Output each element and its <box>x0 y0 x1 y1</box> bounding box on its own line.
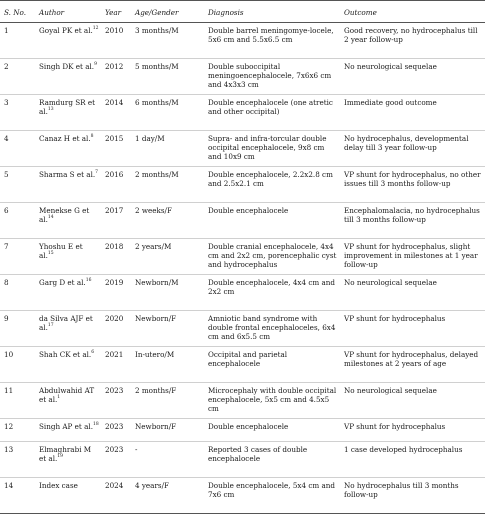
year-cell <box>101 239 131 275</box>
year-cell <box>101 419 131 442</box>
table-row <box>0 167 485 203</box>
sno-cell-text: 9 <box>4 314 9 323</box>
diagnosis-cell <box>204 442 340 478</box>
age-gender-cell-text: Newborn/F <box>135 314 177 323</box>
year-cell <box>101 95 131 131</box>
sno-cell <box>0 383 35 419</box>
table-row <box>0 95 485 131</box>
author-cell-text: Goyal PK et al. <box>39 26 93 35</box>
table-row <box>0 131 485 167</box>
sno-cell-text: 6 <box>4 206 9 215</box>
sno-cell <box>0 203 35 239</box>
year-cell-text: 2010 <box>105 26 124 35</box>
age-gender-cell-text: 6 months/M <box>135 98 179 107</box>
outcome-cell-text: No hydrocephalus, developmental delay till 3 year follow-up <box>344 134 469 152</box>
author-cell-text: Sharma S et al. <box>39 170 96 179</box>
diagnosis-cell-text: Reported 3 cases of double encephalocele <box>208 445 308 463</box>
age-gender-cell-text: In-utero/M <box>135 350 175 359</box>
outcome-cell <box>340 347 485 383</box>
sno-cell <box>0 311 35 347</box>
age-gender-cell-text: 3 months/M <box>135 26 179 35</box>
sno-cell-text: 10 <box>4 350 14 359</box>
header-outcome: Outcome <box>340 5 485 23</box>
sno-cell-text: 2 <box>4 62 9 71</box>
author-cell-text: Index case <box>39 481 78 490</box>
diagnosis-cell-text: Double encephalocele, 5x4 cm and 7x6 cm <box>208 481 335 499</box>
reference-number: 8 <box>90 134 94 139</box>
diagnosis-cell <box>204 311 340 347</box>
age-gender-cell <box>131 383 204 419</box>
diagnosis-cell <box>204 131 340 167</box>
sno-cell-text: 1 <box>4 26 9 35</box>
sno-cell-text: 13 <box>4 445 14 454</box>
diagnosis-cell-text: Double encephalocele <box>208 422 289 431</box>
year-cell-text: 2012 <box>105 62 124 71</box>
table-row <box>0 442 485 478</box>
reference-number: 7 <box>95 170 99 175</box>
sno-cell-text: 5 <box>4 170 9 179</box>
diagnosis-cell-text: Double barrel meningomye-locele, 5x6 cm and 5.5x6.5 cm <box>208 26 334 44</box>
age-gender-cell-text: 2 weeks/F <box>135 206 172 215</box>
header-diagnosis: Diagnosis <box>204 5 340 23</box>
author-cell <box>35 23 101 59</box>
reference-number: 1 <box>57 395 61 400</box>
outcome-cell <box>340 311 485 347</box>
header-sno: S. No. <box>0 5 35 23</box>
diagnosis-cell-text: Double cranial encephalocele, 4x4 cm and 2x2 cm, porencephalic cyst and hydrocephalus <box>208 242 337 269</box>
author-cell <box>35 442 101 478</box>
author-cell <box>35 478 101 514</box>
diagnosis-cell <box>204 383 340 419</box>
literature-review-table <box>0 5 485 514</box>
reference-number: 12 <box>92 26 99 31</box>
author-cell-text: Yhoshu E et al. <box>39 242 83 260</box>
table-top-rule <box>0 0 485 1</box>
age-gender-cell <box>131 167 204 203</box>
age-gender-cell-text: Newborn/M <box>135 278 179 287</box>
author-cell <box>35 383 101 419</box>
age-gender-cell <box>131 311 204 347</box>
outcome-cell-text: No hydrocephalus till 3 months follow-up <box>344 481 459 499</box>
outcome-cell <box>340 383 485 419</box>
age-gender-cell <box>131 478 204 514</box>
outcome-cell-text: No neurological sequelae <box>344 278 437 287</box>
diagnosis-cell-text: Double encephalocele, 2.2x2.8 cm and 2.5x2.1 cm <box>208 170 333 188</box>
year-cell-text: 2016 <box>105 170 124 179</box>
table-row <box>0 383 485 419</box>
age-gender-cell <box>131 239 204 275</box>
year-cell <box>101 23 131 59</box>
header-age-gender: Age/Gender <box>131 5 204 23</box>
outcome-cell <box>340 419 485 442</box>
author-cell-text: Ramdurg SR et al. <box>39 98 95 116</box>
sno-cell-text: 4 <box>4 134 9 143</box>
outcome-cell-text: VP shunt for hydrocephalus <box>344 422 446 431</box>
outcome-cell-text: Immediate good outcome <box>344 98 437 107</box>
diagnosis-cell <box>204 478 340 514</box>
author-cell <box>35 95 101 131</box>
header-author: Author <box>35 5 101 23</box>
age-gender-cell <box>131 203 204 239</box>
table-row <box>0 203 485 239</box>
year-cell <box>101 131 131 167</box>
author-cell-text: da Silva AJF et al. <box>39 314 93 332</box>
author-cell <box>35 275 101 311</box>
author-cell <box>35 347 101 383</box>
year-cell <box>101 442 131 478</box>
sno-cell-text: 8 <box>4 278 9 287</box>
author-cell-text: Shah CK et al. <box>39 350 92 359</box>
author-cell-text: Singh DK et al. <box>39 62 95 71</box>
diagnosis-cell <box>204 419 340 442</box>
outcome-cell-text: Encephalomalacia, no hydrocephalus till 3 months follow-up <box>344 206 480 224</box>
outcome-cell-text: No neurological sequelae <box>344 62 437 71</box>
outcome-cell <box>340 275 485 311</box>
outcome-cell-text: VP shunt for hydrocephalus, no other issues till 3 months follow-up <box>344 170 481 188</box>
sno-cell <box>0 95 35 131</box>
reference-number: 15 <box>47 251 54 256</box>
diagnosis-cell <box>204 95 340 131</box>
age-gender-cell <box>131 347 204 383</box>
reference-number: 13 <box>47 107 54 112</box>
year-cell <box>101 347 131 383</box>
outcome-cell-text: No neurological sequelae <box>344 386 437 395</box>
age-gender-cell-text: 5 months/M <box>135 62 179 71</box>
year-cell-text: 2024 <box>105 481 124 490</box>
sno-cell <box>0 347 35 383</box>
author-cell <box>35 419 101 442</box>
author-cell <box>35 131 101 167</box>
diagnosis-cell-text: Amniotic band syndrome with double frontal encephaloceles, 6x4 cm and 6x5.5 cm <box>208 314 336 341</box>
year-cell-text: 2014 <box>105 98 124 107</box>
age-gender-cell-text: Newborn/F <box>135 422 177 431</box>
diagnosis-cell-text: Double encephalocele <box>208 206 289 215</box>
table-row <box>0 311 485 347</box>
diagnosis-cell-text: Occipital and parietal encephalocele <box>208 350 288 368</box>
sno-cell-text: 12 <box>4 422 14 431</box>
year-cell <box>101 59 131 95</box>
sno-cell <box>0 275 35 311</box>
diagnosis-cell <box>204 347 340 383</box>
year-cell <box>101 275 131 311</box>
sno-cell-text: 7 <box>4 242 9 251</box>
age-gender-cell-text: 1 day/M <box>135 134 165 143</box>
author-cell-text: Elmaghrabi M et al. <box>39 445 92 463</box>
outcome-cell-text: VP shunt for hydrocephalus, slight improvement in milestones at 1 year follow-up <box>344 242 478 269</box>
year-cell-text: 2021 <box>105 350 124 359</box>
sno-cell <box>0 419 35 442</box>
outcome-cell <box>340 239 485 275</box>
author-cell-text: Menekse G et al. <box>39 206 90 224</box>
outcome-cell <box>340 95 485 131</box>
author-cell <box>35 203 101 239</box>
diagnosis-cell <box>204 59 340 95</box>
year-cell-text: 2023 <box>105 386 124 395</box>
outcome-cell <box>340 59 485 95</box>
diagnosis-cell <box>204 275 340 311</box>
outcome-cell-text: VP shunt for hydrocephalus, delayed milestones at 2 years of age <box>344 350 479 368</box>
sno-cell-text: 11 <box>4 386 14 395</box>
age-gender-cell <box>131 23 204 59</box>
reference-number: 6 <box>91 350 95 355</box>
table-row <box>0 478 485 514</box>
outcome-cell-text: 1 case developed hydrocephalus <box>344 445 463 454</box>
age-gender-cell-text: 4 years/F <box>135 481 169 490</box>
diagnosis-cell <box>204 239 340 275</box>
sno-cell-text: 14 <box>4 481 14 490</box>
age-gender-cell-text: 2 months/M <box>135 170 179 179</box>
reference-number: 18 <box>92 422 99 427</box>
reference-number: 14 <box>47 215 54 220</box>
table-header-row <box>0 5 485 23</box>
age-gender-cell <box>131 59 204 95</box>
year-cell-text: 2019 <box>105 278 124 287</box>
age-gender-cell <box>131 419 204 442</box>
year-cell-text: 2017 <box>105 206 124 215</box>
author-cell-text: Canaz H et al. <box>39 134 91 143</box>
outcome-cell <box>340 23 485 59</box>
reference-number: 17 <box>47 323 54 328</box>
sno-cell <box>0 442 35 478</box>
outcome-cell <box>340 478 485 514</box>
outcome-cell <box>340 203 485 239</box>
outcome-cell <box>340 131 485 167</box>
outcome-cell <box>340 167 485 203</box>
author-cell <box>35 59 101 95</box>
table-row <box>0 347 485 383</box>
author-cell <box>35 311 101 347</box>
outcome-cell-text: VP shunt for hydrocephalus <box>344 314 446 323</box>
table-row <box>0 275 485 311</box>
diagnosis-cell <box>204 167 340 203</box>
table-body <box>0 23 485 514</box>
sno-cell <box>0 59 35 95</box>
year-cell <box>101 311 131 347</box>
sno-cell <box>0 478 35 514</box>
reference-number: 19 <box>57 454 64 459</box>
year-cell <box>101 478 131 514</box>
age-gender-cell <box>131 442 204 478</box>
age-gender-cell-text: 2 months/F <box>135 386 177 395</box>
diagnosis-cell-text: Microcephaly with double occipital encephalocele, 5x5 cm and 4.5x5 cm <box>208 386 337 413</box>
age-gender-cell <box>131 131 204 167</box>
author-cell <box>35 167 101 203</box>
table-row <box>0 59 485 95</box>
diagnosis-cell-text: Supra- and infra-torcular double occipital encephalocele, 9x8 cm and 10x9 cm <box>208 134 327 161</box>
sno-cell-text: 3 <box>4 98 9 107</box>
year-cell-text: 2023 <box>105 445 124 454</box>
table-row <box>0 23 485 59</box>
year-cell-text: 2018 <box>105 242 124 251</box>
header-year: Year <box>101 5 131 23</box>
age-gender-cell-text: - <box>135 445 138 454</box>
sno-cell <box>0 239 35 275</box>
sno-cell <box>0 131 35 167</box>
outcome-cell-text: Good recovery, no hydrocephalus till 2 year follow-up <box>344 26 478 44</box>
sno-cell <box>0 167 35 203</box>
reference-number: 9 <box>94 62 97 67</box>
author-cell-text: Garg D et al. <box>39 278 86 287</box>
year-cell-text: 2020 <box>105 314 124 323</box>
diagnosis-cell <box>204 23 340 59</box>
diagnosis-cell-text: Double encephalocele (one atretic and other occipital) <box>208 98 333 116</box>
table-row <box>0 239 485 275</box>
diagnosis-cell <box>204 203 340 239</box>
diagnosis-cell-text: Double encephalocele, 4x4 cm and 2x2 cm <box>208 278 335 296</box>
outcome-cell <box>340 442 485 478</box>
year-cell <box>101 203 131 239</box>
author-cell <box>35 239 101 275</box>
age-gender-cell-text: 2 years/M <box>135 242 172 251</box>
year-cell-text: 2023 <box>105 422 124 431</box>
year-cell <box>101 167 131 203</box>
table-row <box>0 419 485 442</box>
author-cell-text: Singh AP et al. <box>39 422 93 431</box>
sno-cell <box>0 23 35 59</box>
age-gender-cell <box>131 95 204 131</box>
age-gender-cell <box>131 275 204 311</box>
year-cell-text: 2015 <box>105 134 124 143</box>
year-cell <box>101 383 131 419</box>
reference-number: 16 <box>85 278 92 283</box>
author-cell-text: Abdulwahid AT et al. <box>39 386 95 404</box>
diagnosis-cell-text: Double suboccipital meningoencephalocele, 7x6x6 cm and 4x3x3 cm <box>208 62 332 89</box>
